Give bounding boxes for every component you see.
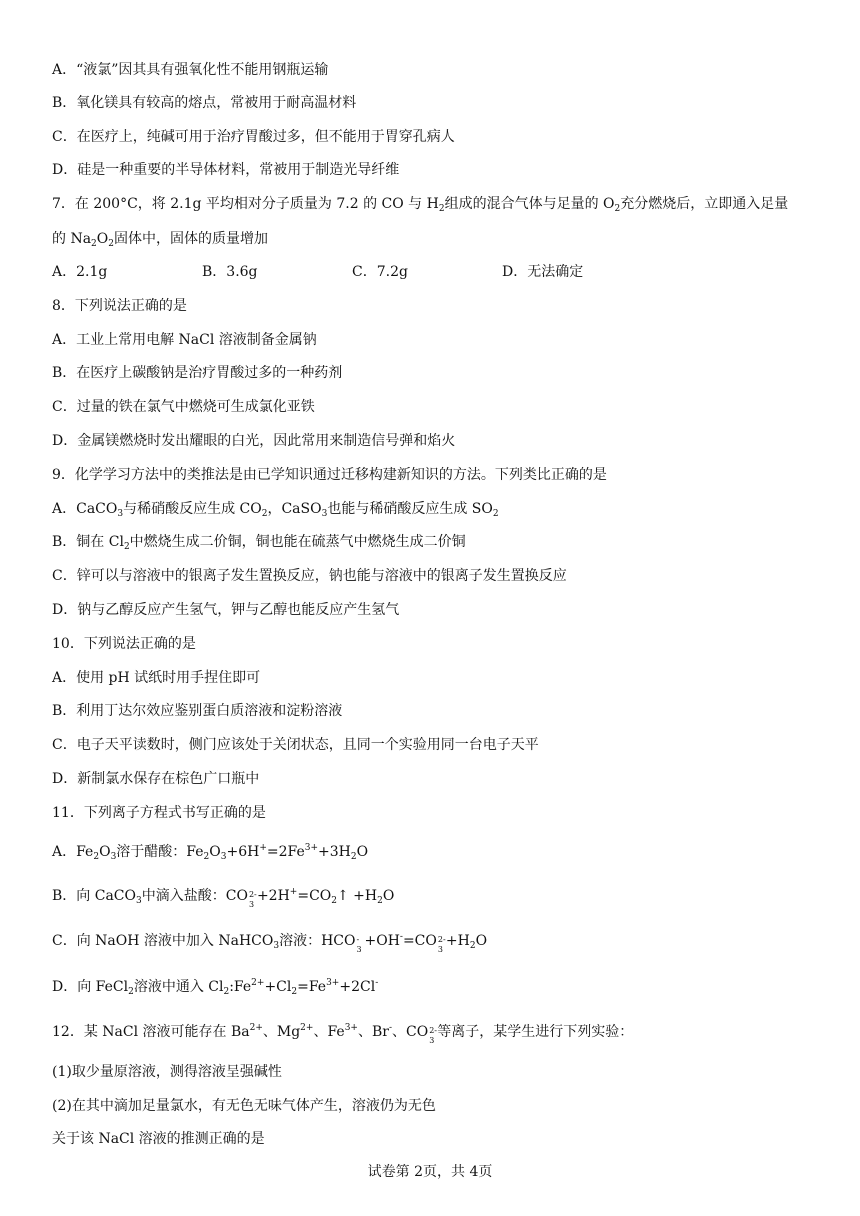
q7-option-d: D．无法确定 — [502, 264, 584, 280]
q9-option-b: B．铜在 $Cl_2$中燃烧生成二价铜，铜也能在硫蒸气中燃烧生成二价铜 — [52, 534, 466, 552]
q12-step-1: (1)取少量原溶液，测得溶液呈强碱性 — [52, 1064, 282, 1080]
q8-option-a: A．工业上常用电解 NaCl 溶液制备金属钠 — [52, 332, 317, 348]
q11-option-a: A．$Fe_2O_3$溶于醋酸：$Fe_2O_3+6H^+=2Fe^{3+}+3H_2O$ — [52, 843, 369, 862]
q11-option-b: B．向 CaCO$_3$中滴入盐酸：CO 2- 3 $+2H^+=CO_2↑ +H_2O$ — [52, 887, 395, 909]
q10-option-a: A．使用 pH 试纸时用手捏住即可 — [52, 670, 261, 686]
q10-option-b: B．利用丁达尔效应鉴别蛋白质溶液和淀粉溶液 — [52, 703, 343, 719]
q9-stem: 9．化学学习方法中的类推法是由已学知识通过迁移构建新知识的方法。下列类比正确的是 — [52, 467, 607, 483]
q12-prompt: 关于该 NaCl 溶液的推测正确的是 — [52, 1131, 265, 1147]
q9-option-d: D．钠与乙醇反应产生氢气，钾与乙醇也能反应产生氢气 — [52, 602, 400, 618]
q7-stem-line2: 的 $Na_2O_2$固体中，固体的质量增加 — [52, 231, 268, 249]
q12-step-2: (2)在其中滴加足量氯水，有无色无味气体产生，溶液仍为无色 — [52, 1098, 436, 1114]
q9-option-c: C．锌可以与溶液中的银离子发生置换反应，钠也能与溶液中的银离子发生置换反应 — [52, 568, 567, 584]
q6-option-c: C．在医疗上，纯碱可用于治疗胃酸过多，但不能用于胃穿孔病人 — [52, 129, 455, 145]
q6-option-b: B．氧化镁具有较高的熔点，常被用于耐高温材料 — [52, 95, 357, 111]
q11-option-c: C．向 NaOH 溶液中加入 NaHCO$_3$溶液：HCO - 3 +OH-=CO 2- 3 $+H_2O$ — [52, 932, 488, 954]
q8-option-b: B．在医疗上碳酸钠是治疗胃酸过多的一种药剂 — [52, 365, 343, 381]
q12-stem: 12．某 NaCl 溶液可能存在 $Ba^{2+}$、$Mg^{2+}$、$Fe^{3+}$、Br-、CO 2- 3 等离子，某学生进行下列实验： — [52, 1023, 634, 1045]
q10-option-d: D．新制氯水保存在棕色广口瓶中 — [52, 771, 260, 787]
q6-option-d: D．硅是一种重要的半导体材料，常被用于制造光导纤维 — [52, 162, 400, 178]
q7-option-b: B．3.6g — [202, 264, 258, 280]
q8-option-d: D．金属镁燃烧时发出耀眼的白光，因此常用来制造信号弹和焰火 — [52, 433, 456, 449]
page-footer: 试卷第 2页，共 4页 — [367, 1164, 493, 1180]
q10-stem: 10．下列说法正确的是 — [52, 636, 196, 652]
q11-option-d: D．向 FeCl$_2$溶液中通入 $Cl_2:Fe^{2+}+Cl_2=Fe^{3+}+2Cl^-$ — [52, 978, 379, 997]
q8-option-c: C．过量的铁在氯气中燃烧可生成氯化亚铁 — [52, 399, 315, 415]
q7-option-c: C．7.2g — [352, 264, 408, 280]
q7-option-a: A．2.1g — [52, 264, 108, 280]
q11-stem: 11．下列离子方程式书写正确的是 — [52, 805, 266, 821]
q6-option-a: A．“液氯”因其具有强氧化性不能用钢瓶运输 — [52, 62, 329, 78]
q9-option-a: A．CaCO$_3$与稀硝酸反应生成 $CO_2$，CaSO$_3$也能与稀硝酸反应生成 $SO_2$ — [52, 501, 499, 519]
q7-stem-line1: 7．在 200°C，将 2.1g 平均相对分子质量为 7.2 的 CO 与 $H_2$组成的混合气体与足量的 $O_2$充分燃烧后，立即通入足量 — [52, 196, 789, 214]
q8-stem: 8．下列说法正确的是 — [52, 298, 187, 314]
q10-option-c: C．电子天平读数时，侧门应该处于关闭状态，且同一个实验用同一台电子天平 — [52, 737, 539, 753]
